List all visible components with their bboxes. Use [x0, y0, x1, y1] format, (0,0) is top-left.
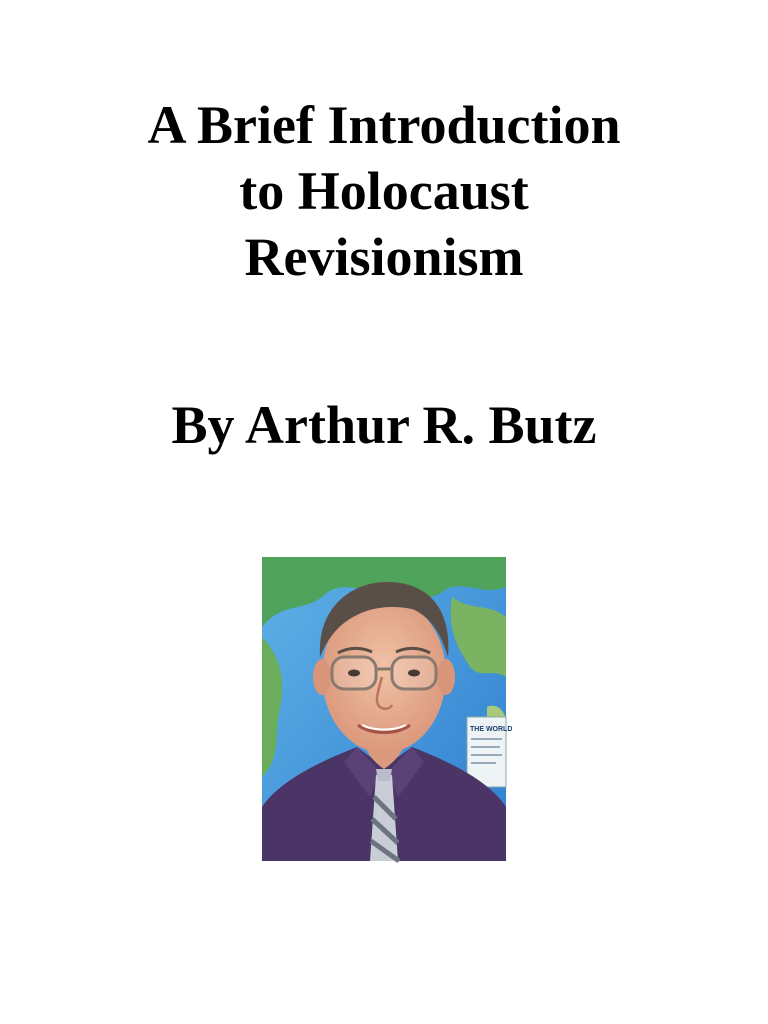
title-line-3: Revisionism — [244, 227, 524, 287]
author-portrait — [262, 557, 513, 861]
map-legend-label: THE WORLD — [470, 726, 513, 733]
title-line-2: to Holocaust — [239, 161, 529, 221]
author-byline: By Arthur R. Butz — [171, 395, 597, 455]
book-title — [0, 92, 768, 290]
title-line-1: A Brief Introduction — [147, 95, 621, 155]
author-portrait-drawing — [262, 557, 513, 861]
